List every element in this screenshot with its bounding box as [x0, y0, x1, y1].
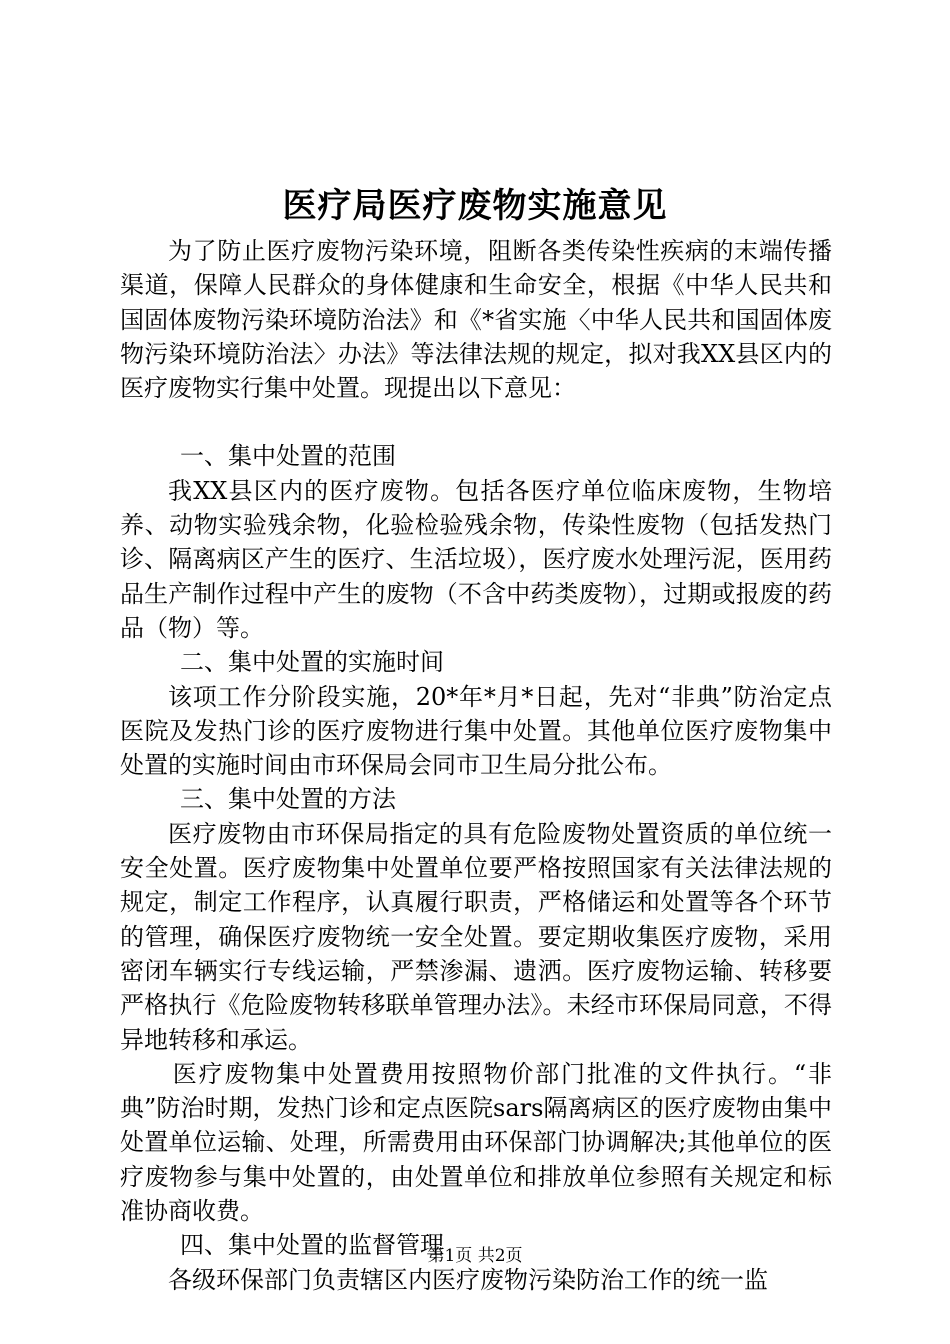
section-heading-scope: 一、集中处置的范围	[180, 442, 396, 471]
section-heading-method: 三、集中处置的方法	[180, 785, 396, 814]
document-title: 医疗局医疗废物实施意见	[282, 186, 668, 226]
intro-paragraph: 为了防止医疗废物污染环境，阻断各类传染性疾病的末端传播渠道，保障人民群众的身体健康和生命安全，根据《中华人民共和国固体废物污染环境防治法》和《*省实施〈中华人民共和国固体废物污染环境防治法〉办法》等法律法规的规定，拟对我XX县区内的医疗废物实行集中处置。现提出以下意见：	[120, 237, 832, 403]
section-heading-timing: 二、集中处置的实施时间	[180, 648, 444, 677]
page-number-footer: 第1页 共2页	[427, 1246, 523, 1266]
section-paragraph-supervision: 各级环保部门负责辖区内医疗废物污染防治工作的统一监	[168, 1265, 768, 1294]
section-paragraph-scope: 我XX县区内的医疗废物。包括各医疗单位临床废物，生物培养、动物实验残余物，化验检验残余物，传染性废物（包括发热门诊、隔离病区产生的医疗、生活垃圾），医疗废水处理污泥，医用药品生产制作过程中产生的废物（不含中药类废物），过期或报废的药品（物）等。	[120, 476, 832, 642]
section-paragraph-method: 医疗废物由市环保局指定的具有危险废物处置资质的单位统一安全处置。医疗废物集中处置单位要严格按照国家有关法律法规的规定，制定工作程序，认真履行职责，严格储运和处置等各个环节的管理，确保医疗废物统一安全处置。要定期收集医疗废物，采用密闭车辆实行专线运输，严禁渗漏、遗洒。医疗废物运输、转移要严格执行《危险废物转移联单管理办法》。未经市环保局同意，不得异地转移和承运。	[120, 819, 832, 1054]
document-body	[120, 234, 832, 1297]
section-heading-supervision: 四、集中处置的监督管理	[180, 1231, 444, 1260]
section-paragraph-fees: 医疗废物集中处置费用按照物价部门批准的文件执行。“非典”防治时期，发热门诊和定点医院sars隔离病区的医疗废物由集中处置单位运输、处理，所需费用由环保部门协调解决;其他单位的医疗废物参与集中处置的，由处置单位和排放单位参照有关规定和标准协商收费。	[120, 1059, 832, 1226]
section-paragraph-timing: 该项工作分阶段实施，20*年*月*日起，先对“非典”防治定点医院及发热门诊的医疗废物进行集中处置。其他单位医疗废物集中处置的实施时间由市环保局会同市卫生局分批公布。	[120, 682, 832, 780]
